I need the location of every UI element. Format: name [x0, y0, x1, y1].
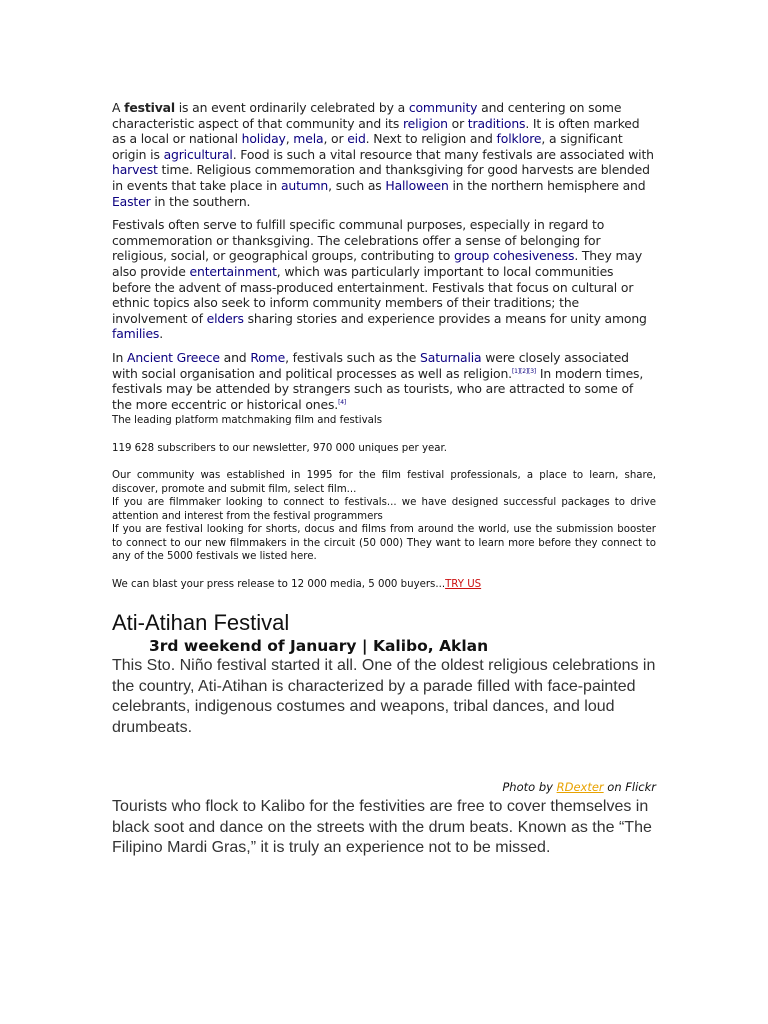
- promo-block: [112, 414, 656, 591]
- festival-section: [112, 610, 656, 738]
- promo-line-filmmaker: If you are filmmaker looking to connect to festivals... we have designed successful packages to drive attention and interest from the festival programmers: [112, 497, 656, 522]
- try-us-link[interactable]: TRY US: [445, 578, 482, 590]
- link-saturnalia[interactable]: Saturnalia: [420, 349, 482, 365]
- promo-line-community: Our community was established in 1995 for the film festival professionals, a place to learn, share, discover, promote and submit film, select film...: [112, 470, 656, 495]
- festival-followup: [112, 797, 656, 859]
- link-holiday[interactable]: holiday: [241, 131, 286, 147]
- photo-author-link[interactable]: RDexter: [556, 780, 604, 794]
- festival-subtitle: 3rd weekend of January | Kalibo, Aklan: [149, 637, 489, 655]
- link-autumn[interactable]: autumn: [280, 177, 329, 193]
- link-eid[interactable]: eid: [347, 131, 366, 147]
- citation-4[interactable]: [4]: [338, 398, 347, 406]
- wiki-paragraph-2: Festivals often serve to fulfill specific communal purposes, especially in regard to commemoration or thanksgiving. The celebrations offer a sense of belonging for religious, social, or geographical groups, contributing to group cohesiveness. They may also provide entertainment, which was particularly important to local communities before the advent of mass-produced entertainment. Festivals that focus on cultural or ethnic topics also seek to inform community members of their traditions; the involvement of elders sharing stories and experience provides a means for unity among families.: [112, 217, 647, 342]
- citation-1-2-3[interactable]: [1][2][3]: [511, 367, 537, 375]
- link-agricultural[interactable]: agricultural: [163, 146, 233, 162]
- wiki-paragraph-3: In Ancient Greece and Rome, festivals such as the Saturnalia were closely associated with social organisation and political processes as well as religion.[1][2][3] In modern times, festivals may be attended by strangers such as tourists, who are attracted to some of the more eccentric or historical ones.[4]: [112, 349, 644, 412]
- promo-blast: We can blast your press release to 12 000 media, 5 000 buyers...TRY US: [112, 578, 482, 590]
- link-elders[interactable]: elders: [206, 310, 244, 326]
- photo-credit: Photo by RDexter on Flickr: [502, 780, 656, 794]
- link-rome[interactable]: Rome: [250, 349, 286, 365]
- link-traditions[interactable]: traditions: [467, 115, 526, 131]
- link-entertainment[interactable]: entertainment: [189, 263, 277, 279]
- wiki-excerpt: [112, 100, 656, 420]
- promo-line-festival: If you are festival looking for shorts, docus and films from around the world, use the submission booster to connect to our new filmmakers in the circuit (50 000) They want to learn more before they connect to any of the 5000 festivals we listed here.: [112, 524, 656, 562]
- link-ancient-greece[interactable]: Ancient Greece: [127, 349, 220, 365]
- festival-title: Ati-Atihan Festival: [112, 610, 290, 635]
- festival-tourists-text: Tourists who flock to Kalibo for the festivities are free to cover themselves in black soot and dance on the streets with the drum beats. Known as the “The Filipino Mardi Gras,” it is truly an experience not to be missed.: [112, 798, 652, 856]
- link-group-cohesiveness[interactable]: group cohesiveness: [453, 248, 575, 264]
- link-religion[interactable]: religion: [402, 115, 448, 131]
- link-halloween[interactable]: Halloween: [385, 177, 449, 193]
- link-easter[interactable]: Easter: [112, 193, 151, 209]
- wiki-paragraph-1: A festival is an event ordinarily celebrated by a community and centering on some characteristic aspect of that community and its religion or traditions. It is often marked as a local or national holiday, mela, or eid. Next to religion and folklore, a significant origin is agricultural. Food is such a vital resource that many festivals are associated with harvest time. Religious commemoration and thanksgiving for good harvests are blended in events that take place in autumn, such as Halloween in the northern hemisphere and Easter in the southern.: [112, 100, 654, 209]
- link-community[interactable]: community: [408, 100, 478, 115]
- festival-description: This Sto. Niño festival started it all. One of the oldest religious celebrations in the country, Ati-Atihan is characterized by a parade filled with face-painted celebrants, indigenous costumes and weapons, tribal dances, and loud drumbeats.: [112, 657, 656, 736]
- link-mela[interactable]: mela: [293, 131, 324, 147]
- term-festival: festival: [124, 100, 175, 115]
- link-harvest[interactable]: harvest: [112, 162, 158, 178]
- promo-stats: 119 628 subscribers to our newsletter, 970 000 uniques per year.: [112, 442, 447, 454]
- link-folklore[interactable]: folklore: [496, 131, 542, 147]
- link-families[interactable]: families: [112, 326, 160, 342]
- promo-tagline: The leading platform matchmaking film and festivals: [112, 415, 382, 426]
